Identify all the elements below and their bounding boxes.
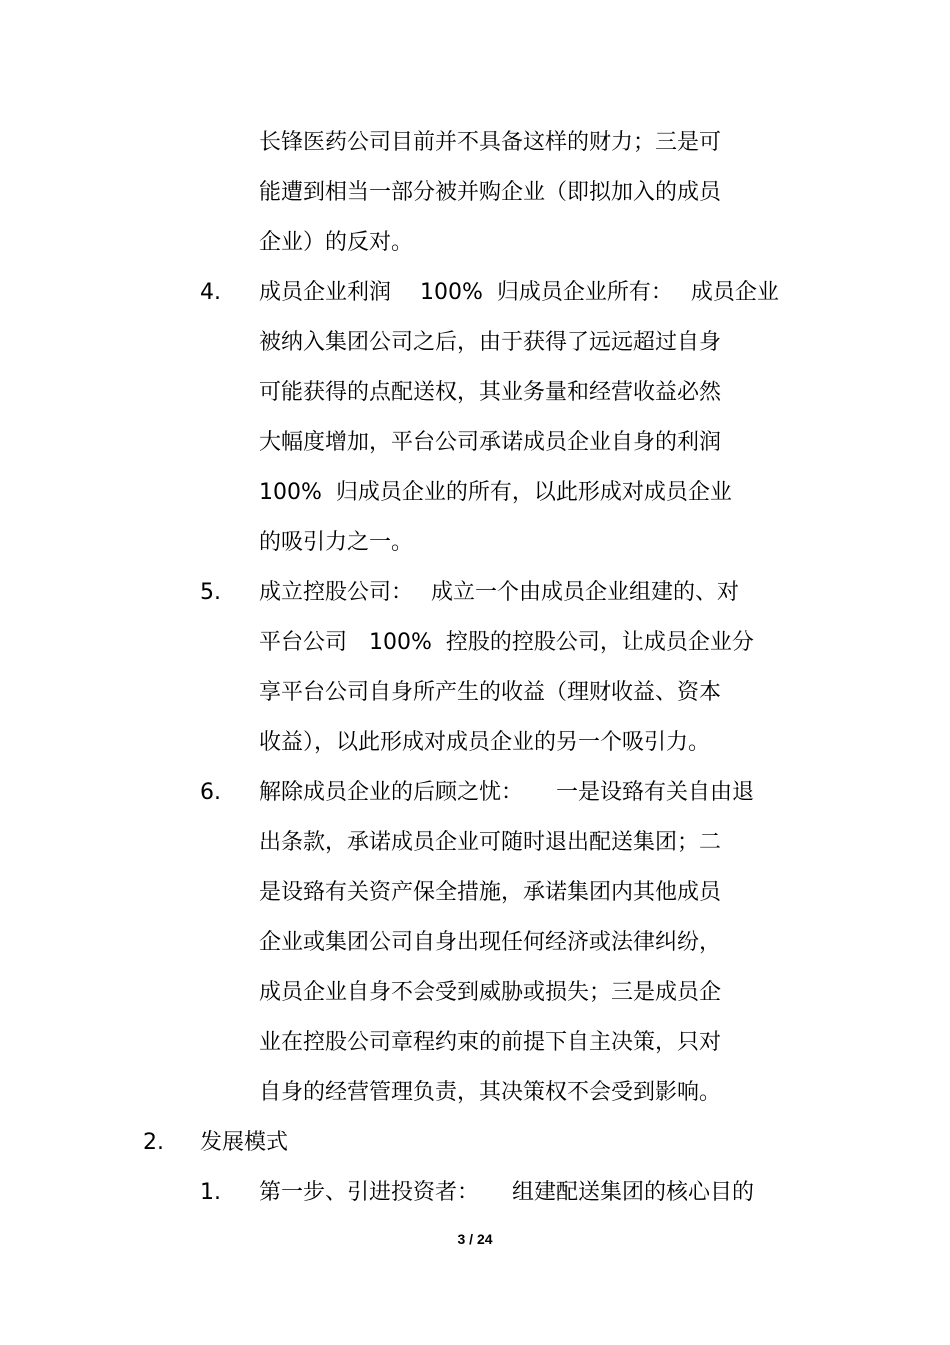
list-item-number: 4. xyxy=(200,280,221,305)
paragraph-line: 能遭到相当一部分被并购企业（即拟加入的成员 xyxy=(259,180,722,205)
list-item-line: 出条款，承诺成员企业可随时退出配送集团；二 xyxy=(259,830,722,855)
list-item-number: 5. xyxy=(200,580,221,605)
list-item-line: 企业或集团公司自身出现任何经济或法律纠纷， xyxy=(259,930,722,955)
list-item-line: 收益），以此形成对成员企业的另一个吸引力。 xyxy=(259,730,711,755)
list-item-line: 自身的经营管理负责，其决策权不会受到影响。 xyxy=(259,1080,722,1105)
list-item-line: 大幅度增加，平台公司承诺成员企业自身的利润 xyxy=(259,430,722,455)
list-item-line: 第一步、引进投资者： 组建配送集团的核心目的 xyxy=(259,1180,755,1205)
list-item-line: 被纳入集团公司之后，由于获得了远远超过自身 xyxy=(259,330,722,355)
paragraph-line: 长锋医药公司目前并不具备这样的财力；三是可 xyxy=(259,130,722,155)
list-item-line: 业在控股公司章程约束的前提下自主决策，只对 xyxy=(259,1030,722,1055)
paragraph-line: 企业）的反对。 xyxy=(259,230,414,255)
list-item-number: 1. xyxy=(200,1180,221,1205)
list-item-line: 享平台公司自身所产生的收益（理财收益、资本 xyxy=(259,680,722,705)
list-item-number: 6. xyxy=(200,780,221,805)
list-item-line: 平台公司 100% 控股的控股公司，让成员企业分 xyxy=(259,630,754,655)
list-item-line: 成立控股公司： 成立一个由成员企业组建的、对 xyxy=(259,580,739,605)
section-title: 发展模式 xyxy=(200,1130,289,1155)
section-number: 2. xyxy=(143,1130,164,1155)
list-item-line: 解除成员企业的后顾之忧： 一是设臵有关自由退 xyxy=(259,780,755,805)
page-indicator: 3 / 24 xyxy=(457,1231,493,1247)
list-item-line: 可能获得的点配送权，其业务量和经营收益必然 xyxy=(259,380,722,405)
list-item-line: 的吸引力之一。 xyxy=(259,530,414,555)
list-item-line: 是设臵有关资产保全措施，承诺集团内其他成员 xyxy=(259,880,722,905)
list-item-line: 成员企业利润 100% 归成员企业所有： 成员企业 xyxy=(259,280,779,305)
list-item-line: 成员企业自身不会受到威胁或损失；三是成员企 xyxy=(259,980,722,1005)
list-item-line: 100% 归成员企业的所有，以此形成对成员企业 xyxy=(259,480,732,505)
